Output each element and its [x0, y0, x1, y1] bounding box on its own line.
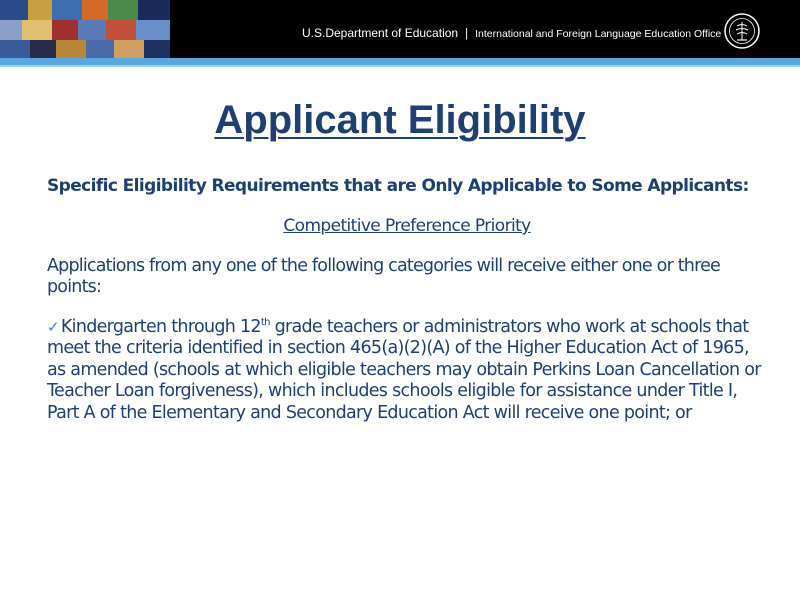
bullet-item — [47, 317, 767, 424]
header-bar — [0, 0, 800, 58]
bullet-text: grade teachers or administrators who work at schools that meet the criteria identified in section 465(a)(2)(A) of the Higher Education Act of 1965, as amended (schools at which eligible teachers may obtain Perkins Loan Cancellation or Teacher Loan forgiveness), which includes schools eligible for assistance under Title I, Part A of the Elementary and Secondary Education Act will receive one point; or — [47, 317, 761, 423]
header-stripe — [0, 58, 800, 65]
photo-collage — [0, 0, 170, 58]
bullet-lead: Kindergarten through 12 — [60, 317, 261, 337]
department-seal-icon — [724, 13, 760, 49]
department-name: U.S.Department of Education — [302, 26, 459, 40]
header-title — [302, 25, 721, 42]
checkmark-icon: ✓ — [47, 318, 59, 336]
bullet-superscript: th — [260, 317, 270, 329]
applications-text: Applications from any one of the following categories will receive either one or three points: — [47, 256, 721, 297]
header-separator: | — [465, 28, 469, 40]
slide-body — [47, 176, 767, 424]
priority-heading: Competitive Preference Priority — [283, 216, 531, 236]
office-name: International and Foreign Language Education Office — [475, 28, 722, 40]
header-stripe-light — [0, 65, 800, 67]
slide-title: Applicant Eligibility — [214, 98, 586, 142]
requirements-heading: Specific Eligibility Requirements that are Only Applicable to Some Applicants: — [47, 176, 749, 196]
